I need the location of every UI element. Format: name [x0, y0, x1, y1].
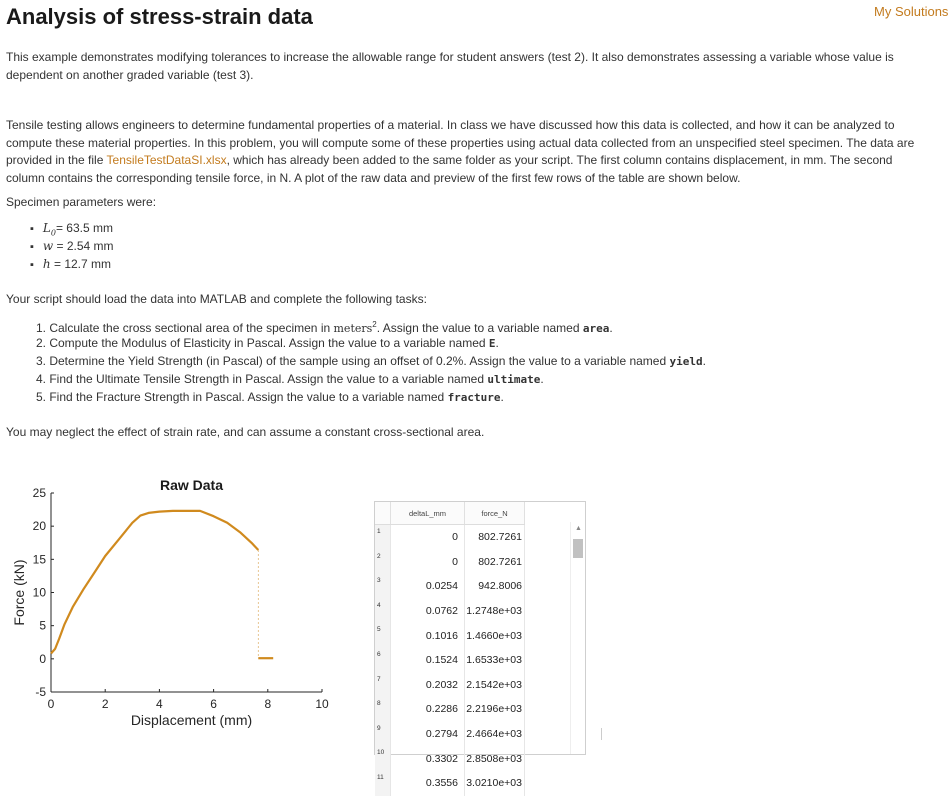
table-scrollbar[interactable] — [570, 522, 585, 754]
row-index[interactable]: 6 — [375, 648, 391, 673]
my-solutions-link[interactable]: My Solutions — [874, 4, 948, 19]
script-intro: Your script should load the data into MATLAB and complete the following tasks: — [6, 292, 427, 306]
task-item: 4. Find the Ultimate Tensile Strength in Pascal. Assign the value to a variable named ultimate. — [36, 372, 544, 386]
divider — [601, 728, 602, 740]
scrollbar-thumb[interactable] — [573, 539, 583, 558]
table-row[interactable] — [375, 648, 525, 673]
cell-deltaL[interactable]: 0.3302 — [391, 746, 465, 771]
tensile-text-after: , which has already been added to the same folder as your script. The first column contains displacement, in mm. The second column contains the corresponding tensile force, in N. A plot of the raw data and preview of the first few rows of the table are shown below. — [6, 153, 893, 185]
preview-table — [375, 502, 525, 796]
x-tick-label: 4 — [156, 697, 163, 711]
tensile-text-before: Tensile testing allows engineers to determine fundamental properties of a material. In class we have discussed how this data is collected, and how it can be analyzed to compute these material properties. In this problem, you will compute some of these properties using actual data collected from an unspecified steel specimen. The data are provided in the file — [6, 118, 915, 167]
row-index[interactable]: 8 — [375, 697, 391, 722]
cell-force[interactable]: 1.2748e+03 — [465, 599, 525, 624]
cell-deltaL[interactable]: 0.1524 — [391, 648, 465, 673]
y-tick-label: 25 — [32, 486, 46, 500]
row-index[interactable]: 9 — [375, 722, 391, 747]
y-tick-label: 5 — [39, 618, 46, 633]
data-file-link[interactable]: TensileTestDataSI.xlsx — [106, 153, 227, 167]
table-row[interactable] — [375, 574, 525, 599]
cell-deltaL[interactable]: 0 — [391, 525, 465, 550]
cell-force[interactable]: 1.6533e+03 — [465, 648, 525, 673]
cell-deltaL[interactable]: 0.2032 — [391, 673, 465, 698]
y-tick-label: 0 — [39, 651, 46, 666]
y-tick-label: 20 — [32, 519, 46, 534]
task-item: 5. Find the Fracture Strength in Pascal. Assign the value to a variable named fracture. — [36, 390, 504, 404]
cell-force[interactable]: 2.4664e+03 — [465, 722, 525, 747]
column-header[interactable]: force_N — [465, 502, 525, 525]
table-row[interactable] — [375, 623, 525, 648]
raw-data-chart — [0, 470, 350, 753]
table-row[interactable] — [375, 771, 525, 796]
cell-deltaL[interactable]: 0.2794 — [391, 722, 465, 747]
intro-paragraph: This example demonstrates modifying tolerances to increase the allowable range for student answers (test 2). It also demonstrates assessing a variable whose value is dependent on another graded variable (test 3). — [6, 50, 894, 82]
row-index-header — [375, 502, 391, 525]
row-index[interactable]: 10 — [375, 746, 391, 771]
cell-deltaL[interactable]: 0 — [391, 550, 465, 575]
table-row[interactable] — [375, 673, 525, 698]
table-row[interactable] — [375, 697, 525, 722]
data-preview-table — [374, 501, 586, 790]
row-index[interactable]: 1 — [375, 525, 391, 550]
cell-deltaL[interactable]: 0.2286 — [391, 697, 465, 722]
row-index[interactable]: 7 — [375, 673, 391, 698]
cell-force[interactable]: 3.0210e+03 — [465, 771, 525, 796]
page-title: Analysis of stress-strain data — [6, 4, 313, 29]
y-tick-label: 15 — [32, 552, 46, 567]
y-tick-label: 10 — [32, 585, 46, 600]
specimen-heading: Specimen parameters were: — [6, 195, 157, 209]
cell-force[interactable]: 942.8006 — [465, 574, 525, 599]
cell-deltaL[interactable]: 0.1016 — [391, 623, 465, 648]
cell-force[interactable]: 802.7261 — [465, 525, 525, 550]
x-tick-label: 2 — [101, 697, 109, 711]
table-row[interactable] — [375, 550, 525, 575]
cell-deltaL[interactable]: 0.3556 — [391, 771, 465, 796]
row-index[interactable]: 3 — [375, 574, 391, 599]
x-tick-label: 0 — [47, 697, 55, 711]
row-index[interactable]: 4 — [375, 599, 391, 624]
task-item: 3. Determine the Yield Strength (in Pascal) of the sample using an offset of 0.2%. Assign the value to a variable named yield. — [36, 354, 706, 368]
cell-deltaL[interactable]: 0.0254 — [391, 574, 465, 599]
param-width: ▪ w = 2.54 mm — [30, 237, 114, 255]
cell-force[interactable]: 2.8508e+03 — [465, 746, 525, 771]
param-height: ▪ h = 12.7 mm — [30, 255, 114, 273]
x-axis-label: Displacement (mm) — [130, 712, 253, 728]
cell-force[interactable]: 2.2196e+03 — [465, 697, 525, 722]
cell-deltaL[interactable]: 0.0762 — [391, 599, 465, 624]
table-row[interactable] — [375, 722, 525, 747]
cell-force[interactable]: 1.4660e+03 — [465, 623, 525, 648]
specimen-params-list — [30, 219, 114, 273]
y-tick-label: -5 — [35, 685, 46, 699]
param-length: ▪ $L_0= 63.5$ mm — [30, 219, 114, 237]
y-axis-label: Force (kN) — [11, 559, 27, 626]
task-list — [36, 316, 706, 406]
task-item: 1. Calculate the cross sectional area of the specimen in meters$^2$. Assign the value to a variable named area. — [36, 320, 613, 335]
table-row[interactable] — [375, 599, 525, 624]
cell-force[interactable]: 2.1542e+03 — [465, 673, 525, 698]
chart-title: Raw Data — [159, 477, 224, 493]
row-index[interactable]: 5 — [375, 623, 391, 648]
neglect-note: You may neglect the effect of strain rate, and can assume a constant cross-sectional area. — [6, 425, 485, 439]
x-tick-label: 6 — [210, 697, 217, 711]
tensile-paragraph — [6, 117, 924, 187]
task-item: 2. Compute the Modulus of Elasticity in Pascal. Assign the value to a variable named E. — [36, 336, 499, 350]
row-index[interactable]: 2 — [375, 550, 391, 575]
table-row[interactable] — [375, 525, 525, 550]
table-row[interactable] — [375, 746, 525, 771]
scroll-up-icon[interactable]: ▲ — [575, 525, 582, 532]
cell-force[interactable]: 802.7261 — [465, 550, 525, 575]
series-line-main — [51, 511, 258, 654]
x-tick-label: 8 — [264, 697, 272, 711]
x-tick-label: 10 — [315, 697, 329, 711]
row-index[interactable]: 11 — [375, 771, 391, 796]
column-header[interactable]: deltaL_mm — [391, 502, 465, 525]
